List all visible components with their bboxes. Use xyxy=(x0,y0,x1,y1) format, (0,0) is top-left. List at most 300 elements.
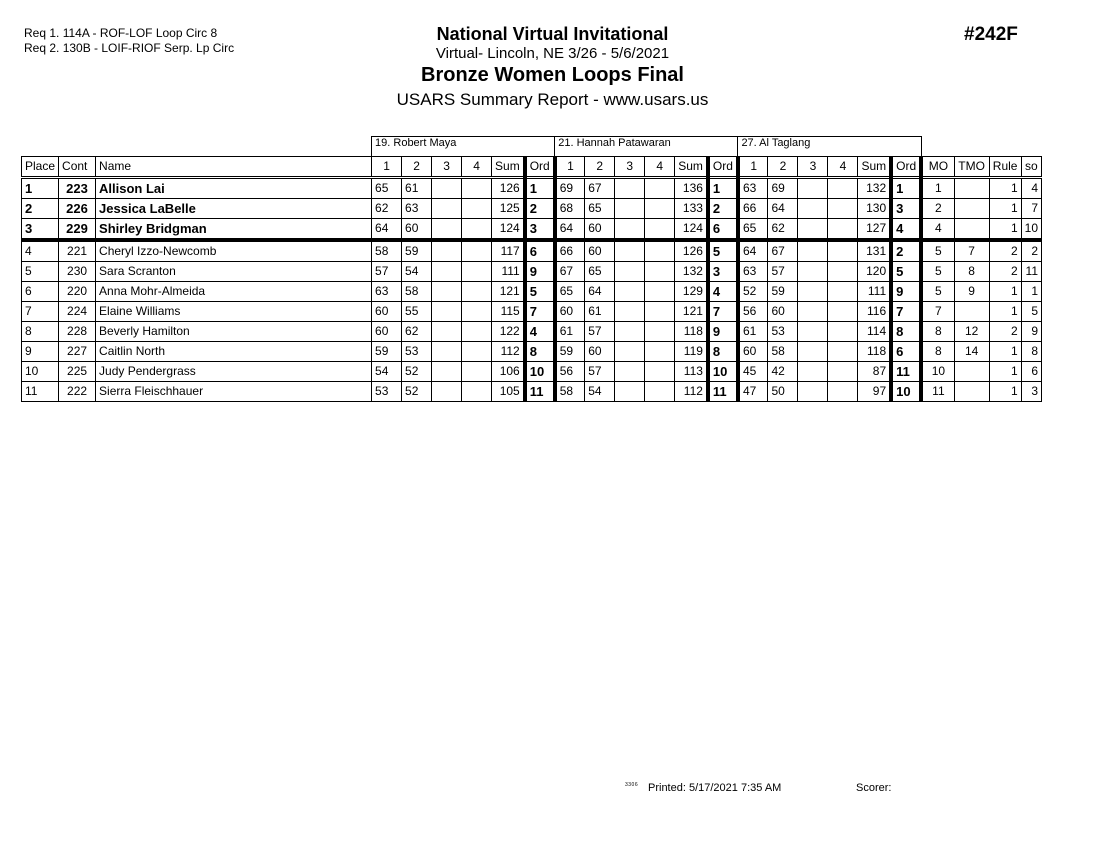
judge-2-score-4 xyxy=(645,382,675,402)
col-j1-sum: Sum xyxy=(492,157,525,178)
rule-cell: 1 xyxy=(989,302,1021,322)
so-cell: 3 xyxy=(1021,382,1041,402)
tmo-cell: 8 xyxy=(954,262,989,282)
judge-2-sum: 132 xyxy=(675,262,708,282)
judge-1-score-2: 55 xyxy=(402,302,432,322)
table-row xyxy=(22,322,1042,342)
judge-3-ordinal: 3 xyxy=(891,199,921,219)
judge-2-score-2: 60 xyxy=(585,342,615,362)
judge-3-score-4 xyxy=(828,219,858,241)
judge-2-score-1: 66 xyxy=(555,240,585,262)
judge-3-score-2: 57 xyxy=(768,262,798,282)
cont-cell: 220 xyxy=(59,282,96,302)
judge-2-label: 21. Hannah Patawaran xyxy=(555,137,738,157)
judge-3-score-1: 65 xyxy=(738,219,768,241)
name-cell: Caitlin North xyxy=(96,342,372,362)
judge-2-score-1: 56 xyxy=(555,362,585,382)
so-cell: 1 xyxy=(1021,282,1041,302)
judge-2-score-1: 68 xyxy=(555,199,585,219)
cont-cell: 225 xyxy=(59,362,96,382)
col-j1-s4: 4 xyxy=(462,157,492,178)
judge-3-sum: 116 xyxy=(858,302,891,322)
judge-1-ordinal: 4 xyxy=(525,322,555,342)
judge-2-ordinal: 11 xyxy=(708,382,738,402)
name-cell: Elaine Williams xyxy=(96,302,372,322)
col-j2-sum: Sum xyxy=(675,157,708,178)
judge-3-score-3 xyxy=(798,262,828,282)
judge-2-sum: 136 xyxy=(675,178,708,199)
judge-1-score-2: 60 xyxy=(402,219,432,241)
col-j1-ord: Ord xyxy=(525,157,555,178)
judge-2-sum: 121 xyxy=(675,302,708,322)
col-j2-ord: Ord xyxy=(708,157,738,178)
col-name: Name xyxy=(96,157,372,178)
table-row xyxy=(22,382,1042,402)
mo-cell: 2 xyxy=(921,199,954,219)
judge-2-sum: 124 xyxy=(675,219,708,241)
results-table xyxy=(21,136,1042,402)
judge-1-ordinal: 5 xyxy=(525,282,555,302)
judge-2-sum: 129 xyxy=(675,282,708,302)
judge-1-score-4 xyxy=(462,382,492,402)
place-cell: 4 xyxy=(22,240,59,262)
judge-2-score-2: 54 xyxy=(585,382,615,402)
cont-cell: 228 xyxy=(59,322,96,342)
judge-3-score-2: 62 xyxy=(768,219,798,241)
judge-2-score-3 xyxy=(615,322,645,342)
judge-1-ordinal: 1 xyxy=(525,178,555,199)
col-j2-s4: 4 xyxy=(645,157,675,178)
judge-3-score-3 xyxy=(798,282,828,302)
judge-3-score-4 xyxy=(828,342,858,362)
col-rule: Rule xyxy=(989,157,1021,178)
judge-1-score-1: 65 xyxy=(372,178,402,199)
judge-3-sum: 118 xyxy=(858,342,891,362)
table-row xyxy=(22,240,1042,262)
judge-2-score-2: 65 xyxy=(585,262,615,282)
report-title: USARS Summary Report - www.usars.us xyxy=(396,90,709,109)
judge-2-score-1: 64 xyxy=(555,219,585,241)
judge-2-ordinal: 3 xyxy=(708,262,738,282)
judge-2-ordinal: 7 xyxy=(708,302,738,322)
judge-2-score-4 xyxy=(645,199,675,219)
judge-1-score-2: 63 xyxy=(402,199,432,219)
judge-3-score-4 xyxy=(828,362,858,382)
table-row xyxy=(22,178,1042,199)
col-mo: MO xyxy=(921,157,954,178)
judge-1-score-2: 52 xyxy=(402,362,432,382)
judge-1-score-4 xyxy=(462,240,492,262)
judge-1-ordinal: 3 xyxy=(525,219,555,241)
col-cont: Cont xyxy=(59,157,96,178)
judge-2-score-3 xyxy=(615,240,645,262)
judge-2-score-1: 67 xyxy=(555,262,585,282)
judge-1-score-4 xyxy=(462,342,492,362)
judge-2-score-2: 60 xyxy=(585,240,615,262)
rule-cell: 1 xyxy=(989,219,1021,241)
judge-3-ordinal: 9 xyxy=(891,282,921,302)
judge-1-score-2: 61 xyxy=(402,178,432,199)
judge-3-label: 27. Al Taglang xyxy=(738,137,921,157)
cont-cell: 229 xyxy=(59,219,96,241)
judge-1-score-3 xyxy=(432,382,462,402)
judge-2-score-1: 61 xyxy=(555,322,585,342)
judge-3-score-4 xyxy=(828,262,858,282)
judge-2-score-4 xyxy=(645,302,675,322)
tmo-cell: 9 xyxy=(954,282,989,302)
mo-cell: 7 xyxy=(921,302,954,322)
judge-3-sum: 132 xyxy=(858,178,891,199)
judge-3-score-2: 64 xyxy=(768,199,798,219)
col-j3-s3: 3 xyxy=(798,157,828,178)
col-j2-s3: 3 xyxy=(615,157,645,178)
judge-3-sum: 87 xyxy=(858,362,891,382)
col-j3-s1: 1 xyxy=(738,157,768,178)
judge-1-ordinal: 9 xyxy=(525,262,555,282)
cont-cell: 223 xyxy=(59,178,96,199)
judge-3-score-3 xyxy=(798,342,828,362)
so-cell: 2 xyxy=(1021,240,1041,262)
so-cell: 5 xyxy=(1021,302,1041,322)
cont-cell: 230 xyxy=(59,262,96,282)
judge-2-ordinal: 8 xyxy=(708,342,738,362)
judge-2-score-2: 61 xyxy=(585,302,615,322)
judge-2-score-4 xyxy=(645,322,675,342)
judge-2-score-2: 67 xyxy=(585,178,615,199)
col-j1-s1: 1 xyxy=(372,157,402,178)
judge-3-score-3 xyxy=(798,199,828,219)
judge-1-sum: 115 xyxy=(492,302,525,322)
judge-3-ordinal: 6 xyxy=(891,342,921,362)
judge-3-score-4 xyxy=(828,199,858,219)
judge-3-sum: 97 xyxy=(858,382,891,402)
mo-cell: 4 xyxy=(921,219,954,241)
judge-3-score-1: 61 xyxy=(738,322,768,342)
judge-2-score-2: 57 xyxy=(585,362,615,382)
judge-1-score-4 xyxy=(462,362,492,382)
judge-3-score-4 xyxy=(828,302,858,322)
so-cell: 7 xyxy=(1021,199,1041,219)
judge-1-sum: 125 xyxy=(492,199,525,219)
so-cell: 4 xyxy=(1021,178,1041,199)
table-row xyxy=(22,282,1042,302)
judge-2-score-4 xyxy=(645,178,675,199)
judge-3-sum: 111 xyxy=(858,282,891,302)
judge-2-score-2: 60 xyxy=(585,219,615,241)
place-cell: 7 xyxy=(22,302,59,322)
col-j2-s2: 2 xyxy=(585,157,615,178)
judge-2-score-4 xyxy=(645,262,675,282)
scorer-label: Scorer: xyxy=(856,782,892,794)
name-cell: Shirley Bridgman xyxy=(96,219,372,241)
judge-3-score-1: 63 xyxy=(738,262,768,282)
requirement-2: Req 2. 130B - LOIF-RIOF Serp. Lp Circ xyxy=(24,41,235,55)
judge-2-ordinal: 6 xyxy=(708,219,738,241)
judge-2-score-3 xyxy=(615,282,645,302)
judge-3-ordinal: 8 xyxy=(891,322,921,342)
judge-3-score-2: 67 xyxy=(768,240,798,262)
tmo-cell xyxy=(954,362,989,382)
judge-1-score-3 xyxy=(432,342,462,362)
judge-3-score-1: 63 xyxy=(738,178,768,199)
judge-1-score-1: 60 xyxy=(372,322,402,342)
judge-1-score-1: 54 xyxy=(372,362,402,382)
judge-1-score-3 xyxy=(432,199,462,219)
judge-1-label: 19. Robert Maya xyxy=(372,137,555,157)
judge-1-sum: 126 xyxy=(492,178,525,199)
event-number: #242F xyxy=(964,24,1018,45)
rule-cell: 2 xyxy=(989,322,1021,342)
column-header-row xyxy=(22,157,1042,178)
name-cell: Judy Pendergrass xyxy=(96,362,372,382)
tmo-cell xyxy=(954,219,989,241)
judge-2-sum: 133 xyxy=(675,199,708,219)
place-cell: 5 xyxy=(22,262,59,282)
tmo-cell xyxy=(954,178,989,199)
judge-2-score-3 xyxy=(615,362,645,382)
judge-3-score-2: 53 xyxy=(768,322,798,342)
judge-1-ordinal: 10 xyxy=(525,362,555,382)
judge-2-score-4 xyxy=(645,282,675,302)
judge-3-ordinal: 1 xyxy=(891,178,921,199)
name-cell: Sierra Fleischhauer xyxy=(96,382,372,402)
requirement-1: Req 1. 114A - ROF-LOF Loop Circ 8 xyxy=(24,26,218,40)
judge-3-score-2: 60 xyxy=(768,302,798,322)
judge-3-score-4 xyxy=(828,322,858,342)
judge-2-score-3 xyxy=(615,342,645,362)
place-cell: 6 xyxy=(22,282,59,302)
judge-1-ordinal: 11 xyxy=(525,382,555,402)
printed-timestamp: Printed: 5/17/2021 7:35 AM xyxy=(648,782,782,794)
judge-3-ordinal: 11 xyxy=(891,362,921,382)
judge-3-score-2: 69 xyxy=(768,178,798,199)
judge-1-score-2: 52 xyxy=(402,382,432,402)
mo-cell: 5 xyxy=(921,262,954,282)
judge-1-sum: 117 xyxy=(492,240,525,262)
judge-1-score-4 xyxy=(462,262,492,282)
mo-cell: 5 xyxy=(921,282,954,302)
judge-3-score-1: 47 xyxy=(738,382,768,402)
judge-1-score-3 xyxy=(432,282,462,302)
judge-3-score-4 xyxy=(828,178,858,199)
judge-1-score-1: 59 xyxy=(372,342,402,362)
tmo-cell xyxy=(954,302,989,322)
judge-3-score-1: 60 xyxy=(738,342,768,362)
rule-cell: 1 xyxy=(989,199,1021,219)
judge-1-score-2: 62 xyxy=(402,322,432,342)
so-cell: 6 xyxy=(1021,362,1041,382)
rule-cell: 2 xyxy=(989,240,1021,262)
col-j3-ord: Ord xyxy=(891,157,921,178)
cont-cell: 226 xyxy=(59,199,96,219)
judge-1-score-4 xyxy=(462,302,492,322)
judge-1-sum: 112 xyxy=(492,342,525,362)
rule-cell: 1 xyxy=(989,178,1021,199)
table-row xyxy=(22,342,1042,362)
col-j2-s1: 1 xyxy=(555,157,585,178)
judge-3-score-3 xyxy=(798,219,828,241)
judge-2-sum: 112 xyxy=(675,382,708,402)
judge-1-ordinal: 2 xyxy=(525,199,555,219)
judge-2-sum: 126 xyxy=(675,240,708,262)
col-so: so xyxy=(1021,157,1041,178)
place-cell: 3 xyxy=(22,219,59,241)
judge-3-ordinal: 4 xyxy=(891,219,921,241)
judge-3-score-3 xyxy=(798,322,828,342)
judge-1-score-2: 59 xyxy=(402,240,432,262)
judge-3-sum: 131 xyxy=(858,240,891,262)
judge-2-score-3 xyxy=(615,199,645,219)
place-cell: 8 xyxy=(22,322,59,342)
judge-3-score-1: 45 xyxy=(738,362,768,382)
judge-1-score-1: 62 xyxy=(372,199,402,219)
judge-1-score-1: 57 xyxy=(372,262,402,282)
judge-2-score-1: 59 xyxy=(555,342,585,362)
judge-1-score-4 xyxy=(462,178,492,199)
location-dates: Virtual- Lincoln, NE 3/26 - 5/6/2021 xyxy=(435,45,670,62)
tmo-cell: 12 xyxy=(954,322,989,342)
judge-3-ordinal: 7 xyxy=(891,302,921,322)
judge-2-ordinal: 2 xyxy=(708,199,738,219)
judge-1-sum: 106 xyxy=(492,362,525,382)
judge-3-score-1: 56 xyxy=(738,302,768,322)
judge-1-sum: 105 xyxy=(492,382,525,402)
judge-1-sum: 122 xyxy=(492,322,525,342)
table-row xyxy=(22,262,1042,282)
judge-3-score-1: 66 xyxy=(738,199,768,219)
judge-1-score-1: 63 xyxy=(372,282,402,302)
judge-1-score-3 xyxy=(432,302,462,322)
judge-3-score-1: 52 xyxy=(738,282,768,302)
name-cell: Jessica LaBelle xyxy=(96,199,372,219)
judge-2-score-1: 60 xyxy=(555,302,585,322)
judge-2-ordinal: 1 xyxy=(708,178,738,199)
judge-2-ordinal: 10 xyxy=(708,362,738,382)
judge-1-sum: 111 xyxy=(492,262,525,282)
judge-1-ordinal: 7 xyxy=(525,302,555,322)
report-code: 3306 xyxy=(625,782,639,788)
judge-3-ordinal: 2 xyxy=(891,240,921,262)
cont-cell: 224 xyxy=(59,302,96,322)
judge-3-score-3 xyxy=(798,382,828,402)
judge-3-score-2: 59 xyxy=(768,282,798,302)
judge-3-score-3 xyxy=(798,302,828,322)
judge-2-score-2: 64 xyxy=(585,282,615,302)
judge-3-ordinal: 5 xyxy=(891,262,921,282)
mo-cell: 5 xyxy=(921,240,954,262)
rule-cell: 1 xyxy=(989,282,1021,302)
rule-cell: 1 xyxy=(989,362,1021,382)
judge-3-score-4 xyxy=(828,282,858,302)
col-tmo: TMO xyxy=(954,157,989,178)
place-cell: 1 xyxy=(22,178,59,199)
judge-3-ordinal: 10 xyxy=(891,382,921,402)
judge-2-ordinal: 9 xyxy=(708,322,738,342)
judge-1-ordinal: 8 xyxy=(525,342,555,362)
judge-2-score-2: 57 xyxy=(585,322,615,342)
judge-3-score-4 xyxy=(828,382,858,402)
judge-2-score-4 xyxy=(645,240,675,262)
mo-cell: 8 xyxy=(921,322,954,342)
judge-1-score-1: 60 xyxy=(372,302,402,322)
tmo-cell: 7 xyxy=(954,240,989,262)
judge-3-sum: 120 xyxy=(858,262,891,282)
judge-2-score-4 xyxy=(645,219,675,241)
cont-cell: 222 xyxy=(59,382,96,402)
judge-2-score-3 xyxy=(615,382,645,402)
judge-1-score-1: 58 xyxy=(372,240,402,262)
judge-2-sum: 118 xyxy=(675,322,708,342)
judge-1-score-3 xyxy=(432,362,462,382)
judge-3-score-2: 58 xyxy=(768,342,798,362)
judge-3-score-3 xyxy=(798,178,828,199)
table-row xyxy=(22,302,1042,322)
tmo-cell xyxy=(954,199,989,219)
judge-header-row xyxy=(22,137,1042,157)
table-row xyxy=(22,219,1042,241)
rule-cell: 1 xyxy=(989,382,1021,402)
col-j3-s4: 4 xyxy=(828,157,858,178)
cont-cell: 227 xyxy=(59,342,96,362)
judge-3-sum: 127 xyxy=(858,219,891,241)
mo-cell: 8 xyxy=(921,342,954,362)
judge-3-score-4 xyxy=(828,240,858,262)
judge-2-sum: 113 xyxy=(675,362,708,382)
col-j1-s2: 2 xyxy=(402,157,432,178)
name-cell: Allison Lai xyxy=(96,178,372,199)
judge-2-score-1: 65 xyxy=(555,282,585,302)
judge-2-ordinal: 4 xyxy=(708,282,738,302)
judge-2-score-3 xyxy=(615,302,645,322)
judge-2-score-1: 58 xyxy=(555,382,585,402)
judge-1-score-3 xyxy=(432,219,462,241)
rule-cell: 1 xyxy=(989,342,1021,362)
name-cell: Cheryl Izzo-Newcomb xyxy=(96,240,372,262)
mo-cell: 1 xyxy=(921,178,954,199)
so-cell: 11 xyxy=(1021,262,1041,282)
cont-cell: 221 xyxy=(59,240,96,262)
judge-3-score-2: 50 xyxy=(768,382,798,402)
judge-1-sum: 124 xyxy=(492,219,525,241)
judge-1-score-3 xyxy=(432,178,462,199)
so-cell: 8 xyxy=(1021,342,1041,362)
col-place: Place xyxy=(22,157,59,178)
judge-1-score-1: 64 xyxy=(372,219,402,241)
judge-3-score-3 xyxy=(798,240,828,262)
judge-3-sum: 114 xyxy=(858,322,891,342)
judge-3-score-2: 42 xyxy=(768,362,798,382)
judge-1-score-2: 54 xyxy=(402,262,432,282)
judge-1-score-3 xyxy=(432,262,462,282)
col-j1-s3: 3 xyxy=(432,157,462,178)
judge-1-ordinal: 6 xyxy=(525,240,555,262)
judge-2-sum: 119 xyxy=(675,342,708,362)
judge-2-score-1: 69 xyxy=(555,178,585,199)
mo-cell: 11 xyxy=(921,382,954,402)
col-j3-s2: 2 xyxy=(768,157,798,178)
rule-cell: 2 xyxy=(989,262,1021,282)
judge-2-score-4 xyxy=(645,362,675,382)
judge-3-score-3 xyxy=(798,362,828,382)
judge-1-score-1: 53 xyxy=(372,382,402,402)
place-cell: 2 xyxy=(22,199,59,219)
judge-2-score-3 xyxy=(615,262,645,282)
judge-1-score-4 xyxy=(462,282,492,302)
table-row xyxy=(22,362,1042,382)
judge-1-score-2: 53 xyxy=(402,342,432,362)
judge-2-ordinal: 5 xyxy=(708,240,738,262)
name-cell: Beverly Hamilton xyxy=(96,322,372,342)
